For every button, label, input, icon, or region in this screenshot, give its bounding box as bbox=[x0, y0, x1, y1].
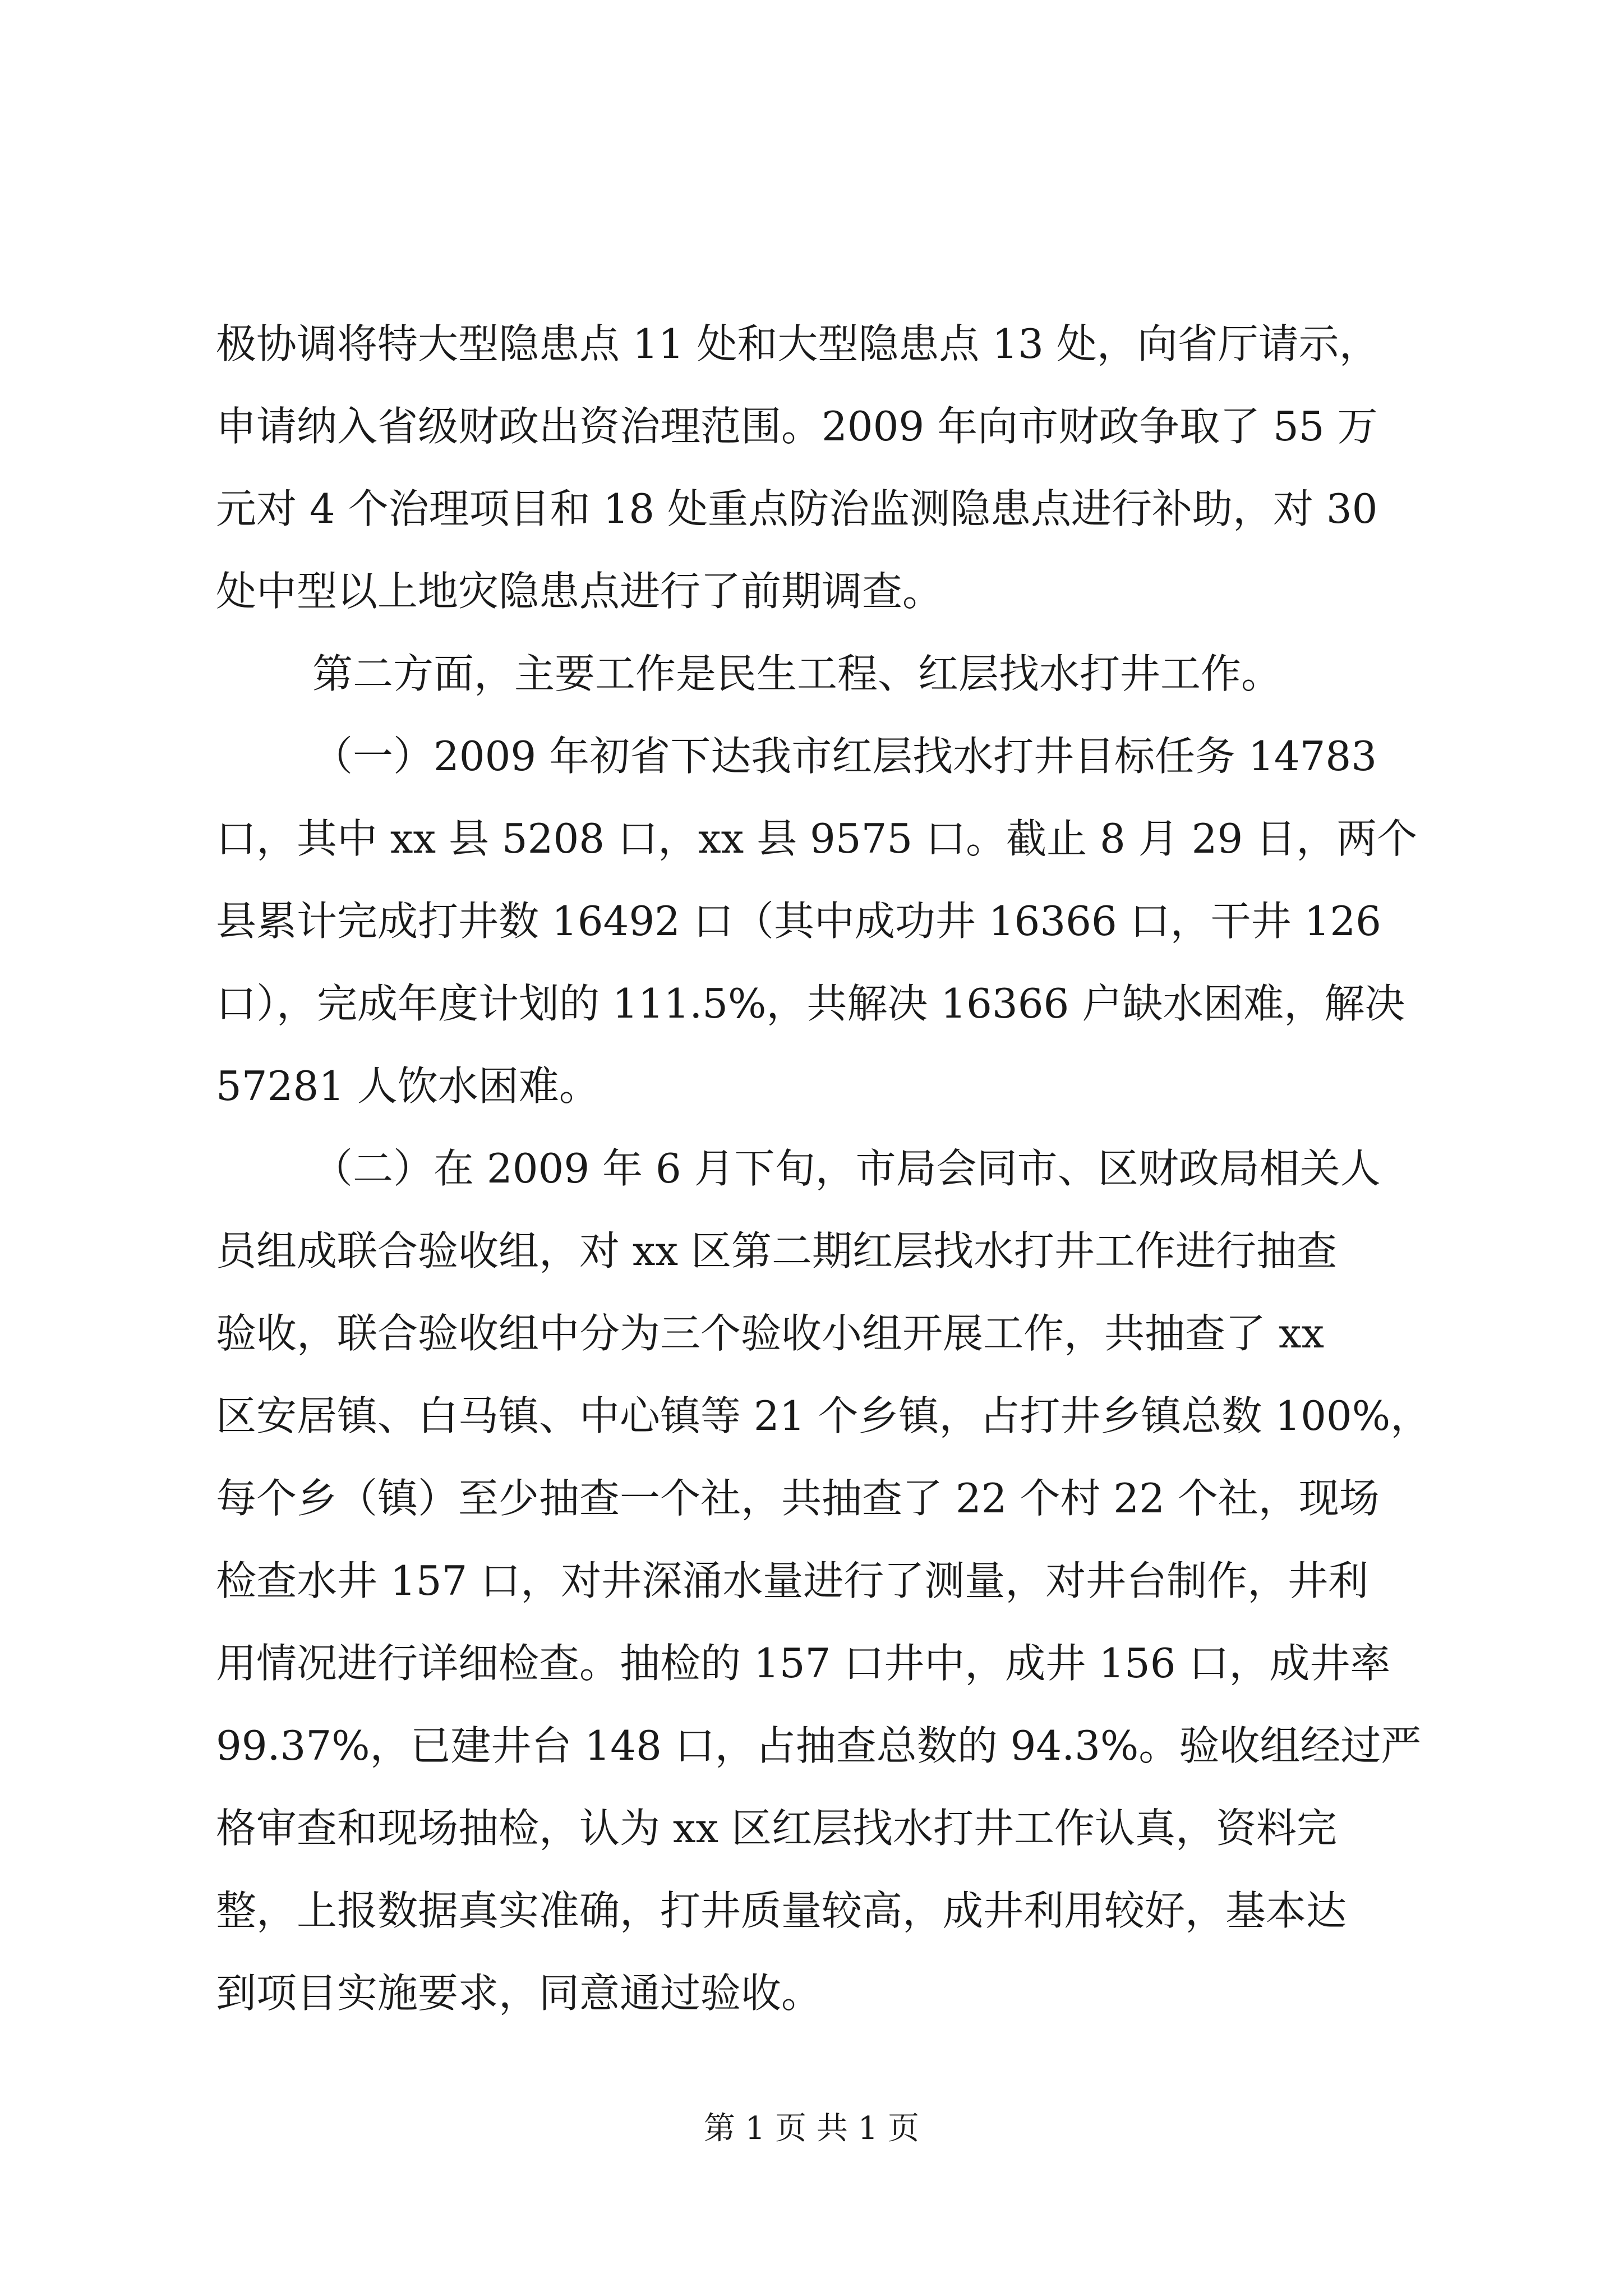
text-line: 格审查和现场抽检，认为 xx 区红层找水打井工作认真，资料完 bbox=[216, 1805, 1337, 1852]
text-line: 验收，联合验收组中分为三个验收小组开展工作，共抽查了 xx bbox=[216, 1310, 1325, 1357]
text-line: 极协调将特大型隐患点 11 处和大型隐患点 13 处，向省厅请示， bbox=[216, 320, 1380, 367]
text-line: 区安居镇、白马镇、中心镇等 21 个乡镇，占打井乡镇总数 100%， bbox=[216, 1392, 1431, 1439]
text-line: 99.37%，已建井台 148 口，占抽查总数的 94.3%。验收组经过严 bbox=[216, 1722, 1422, 1769]
text-line: 口，其中 xx 县 5208 口，xx 县 9575 口。截止 8 月 29 日，两个 bbox=[216, 815, 1418, 862]
text-line: 每个乡（镇）至少抽查一个社，共抽查了 22 个村 22 个社，现场 bbox=[216, 1475, 1380, 1522]
text-line: 检查水井 157 口，对井深涌水量进行了测量，对井台制作，井利 bbox=[216, 1557, 1369, 1604]
text-line: 57281 人饮水困难。 bbox=[216, 1062, 600, 1110]
text-line: 县累计完成打井数 16492 口（其中成功井 16366 口，干井 126 bbox=[216, 898, 1381, 945]
document-body bbox=[216, 303, 1472, 2035]
text-line: 员组成联合验收组，对 xx 区第二期红层找水打井工作进行抽查 bbox=[216, 1227, 1337, 1274]
page-footer: 第 1 页 共 1 页 bbox=[703, 2110, 920, 2147]
text-line: 元对 4 个治理项目和 18 处重点防治监测隐患点进行补助，对 30 bbox=[216, 485, 1378, 532]
text-line: 用情况进行详细检查。抽检的 157 口井中，成井 156 口，成井率 bbox=[216, 1640, 1391, 1687]
text-line: （二）在 2009 年 6 月下旬，市局会同市、区财政局相关人 bbox=[312, 1145, 1381, 1192]
text-line: 口），完成年度计划的 111.5%，共解决 16366 户缺水困难，解决 bbox=[216, 980, 1405, 1027]
text-line: 整，上报数据真实准确，打井质量较高，成井利用较好，基本达 bbox=[216, 1887, 1347, 1934]
text-line: 处中型以上地灾隐患点进行了前期调查。 bbox=[216, 568, 943, 615]
text-line: 申请纳入省级财政出资治理范围。2009 年向市财政争取了 55 万 bbox=[216, 403, 1378, 450]
text-line: （一）2009 年初省下达我市红层找水打井目标任务 14783 bbox=[312, 733, 1377, 780]
text-line: 第二方面，主要工作是民生工程、红层找水打井工作。 bbox=[312, 650, 1282, 697]
text-line: 到项目实施要求，同意通过验收。 bbox=[216, 1970, 822, 2017]
